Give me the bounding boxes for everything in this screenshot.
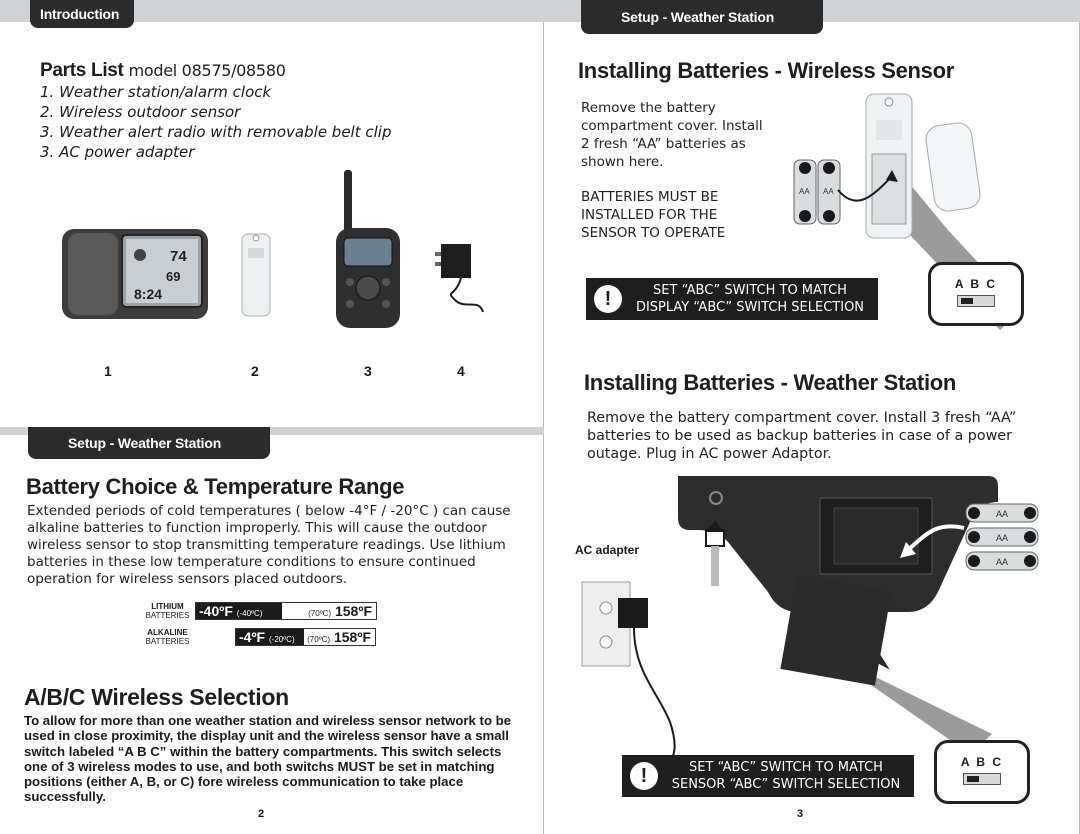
abc-switch-label: A B C <box>960 755 1004 769</box>
weather-station-image <box>60 225 210 325</box>
temp-row-lithium <box>140 602 377 620</box>
tab-introduction-label: Introduction <box>40 6 120 22</box>
temp-row-alkaline <box>140 628 376 646</box>
parts-list-item: 3. AC power adapter <box>40 143 195 161</box>
part-number-1: 1 <box>104 363 112 379</box>
parts-list-heading <box>40 60 286 82</box>
battery-choice-title: Battery Choice & Temperature Range <box>26 474 405 499</box>
temp-label-alkaline <box>140 628 195 646</box>
sensor-battery-text: Remove the battery compartment cover. Install 2 fresh “AA” batteries as shown here. <box>581 100 763 170</box>
temp-type: BATTERIES <box>145 611 190 620</box>
temp-low-c: (-40ºC) <box>236 609 263 618</box>
weather-radio-image <box>330 170 410 330</box>
page-number-right: 3 <box>797 808 804 820</box>
tab-setup-right[interactable] <box>581 0 823 34</box>
temp-low-value: -4ºF <box>239 629 266 645</box>
temp-bar-lithium <box>195 602 377 620</box>
temp-high-alkaline <box>307 629 371 645</box>
switch-note-sensor-text: SET “ABC” SWITCH TO MATCH SENSOR “ABC” SWITCH SELECTION <box>671 760 901 792</box>
page-number-left: 2 <box>258 808 265 820</box>
abc-switch-station[interactable] <box>934 740 1030 804</box>
temp-low-lithium <box>199 603 262 619</box>
abc-selection-text: To allow for more than one weather station and wireless sensor network to be used in close proximity, the display unit and the wireless sensor have a small switch labeled “A B C” within the battery compartments. This switch selects one of 3 wireless modes to use, and both switchs MUST be set in matching positions (either A, B, or C) fore wireless communication to take place successfully. <box>24 713 512 805</box>
temp-bar-alkaline <box>235 628 376 646</box>
warning-icon: ! <box>630 762 658 790</box>
temp-type-bold: LITHIUM <box>151 602 184 611</box>
temp-label-lithium <box>140 602 195 620</box>
battery-aa-label-5: AA <box>996 557 1009 567</box>
battery-choice-text: Extended periods of cold temperatures ( below -4°F / -20°C ) can cause alkaline batteries to function improperly. This will cause the outdoor wireless sensor to stop transmitting temperature readings. Use lithium batteries in these low temperature conditions to ensure continued operation for wireless sensors placed outdoors. <box>27 503 511 587</box>
parts-list-item: 3. Weather alert radio with removable belt clip <box>40 123 392 141</box>
abc-switch-slot <box>957 295 995 307</box>
ac-adapter-label: AC adapter <box>575 543 640 557</box>
temp-low-value: -40ºF <box>199 603 233 619</box>
wireless-sensor-image <box>238 228 274 318</box>
tab-setup-right-label: Setup - Weather Station <box>621 9 775 25</box>
tab-introduction[interactable] <box>30 0 134 28</box>
station-battery-title: Installing Batteries - Weather Station <box>584 370 957 395</box>
switch-note-sensor <box>622 755 914 797</box>
part-number-2: 2 <box>251 363 259 379</box>
ac-adapter-image <box>425 238 495 318</box>
abc-switch-sensor[interactable] <box>928 262 1024 326</box>
switch-note-display-text: SET “ABC” SWITCH TO MATCH DISPLAY “ABC” SWITCH SELECTION <box>635 283 865 315</box>
temp-low-alkaline <box>239 629 295 645</box>
parts-list-item: 2. Wireless outdoor sensor <box>40 103 241 121</box>
temp-high-value: 158ºF <box>334 603 372 619</box>
tab-setup-left-label: Setup - Weather Station <box>68 435 222 451</box>
switch-note-display <box>586 278 878 320</box>
parts-list-title: Parts List <box>40 60 124 81</box>
abc-switch-knob <box>961 298 973 304</box>
temp-high-c: (70ºC) <box>308 609 332 618</box>
station-temp-mid: 69 <box>166 269 181 284</box>
abc-switch-slot <box>963 773 1001 785</box>
abc-switch-label: A B C <box>954 277 998 291</box>
temp-high-lithium <box>308 603 372 619</box>
parts-list-item: 1. Weather station/alarm clock <box>40 83 272 101</box>
temp-high-value: 158ºF <box>333 629 371 645</box>
station-temp-top: 74 <box>170 248 187 265</box>
aa-batteries <box>966 504 1038 570</box>
station-battery-text: Remove the battery compartment cover. Install 3 fresh “AA” batteries to be used as backup batteries in case of a power outage. Plug in AC power Adaptor. <box>587 410 1017 462</box>
abc-switch-knob <box>967 776 979 782</box>
part-number-4: 4 <box>457 363 465 379</box>
abc-selection-title: A/B/C Wireless Selection <box>24 684 289 710</box>
station-battery-illustration <box>578 472 1048 762</box>
warning-icon: ! <box>594 285 622 313</box>
battery-aa-label-1: AA <box>799 187 810 196</box>
sensor-battery-title: Installing Batteries - Wireless Sensor <box>578 58 954 83</box>
temp-type-bold: ALKALINE <box>147 628 188 637</box>
battery-aa-label-4: AA <box>996 533 1009 543</box>
parts-model: model 08575/08580 <box>128 61 286 80</box>
sensor-battery-warning: BATTERIES MUST BE INSTALLED FOR THE SENSOR TO OPERATE <box>581 189 726 241</box>
parts-list <box>40 82 391 162</box>
temp-high-c: (70ºC) <box>307 635 331 644</box>
temp-low-c: (-20ºC) <box>269 635 295 644</box>
battery-aa-label-3: AA <box>996 509 1009 519</box>
battery-aa-label-2: AA <box>823 187 834 196</box>
temp-type: BATTERIES <box>145 637 190 646</box>
tab-setup-left[interactable] <box>28 427 270 459</box>
part-number-3: 3 <box>364 363 372 379</box>
station-time: 8:24 <box>134 286 163 302</box>
